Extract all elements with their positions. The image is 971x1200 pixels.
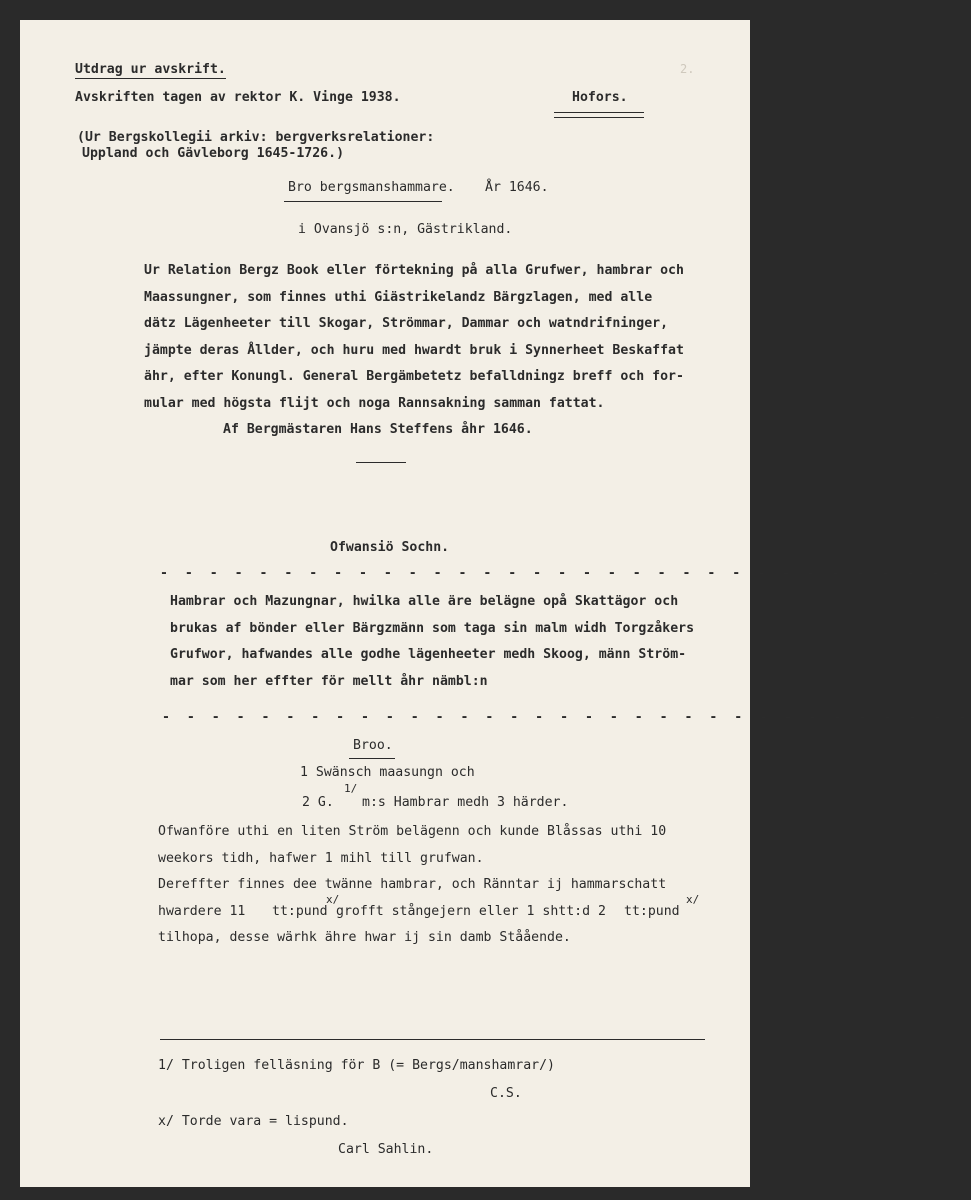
broo-unit-2: tt:pund <box>624 904 680 919</box>
location-label: Hofors. <box>572 90 628 105</box>
relation-signature-line: Af Bergmästaren Hans Steffens åhr 1646. <box>223 422 533 437</box>
parish-line: i Ovansjö s:n, Gästrikland. <box>298 222 513 237</box>
dash-line-1: - - - - - - - - - - - - - - - - - - - - - - - - - - - - - - - - <box>160 566 944 581</box>
parish-heading: Ofwansiö Sochn. <box>330 540 450 555</box>
footnote-marker-x1: x/ <box>326 893 340 906</box>
broo-paragraph <box>158 819 666 899</box>
excerpt-title: Utdrag ur avskrift. <box>75 62 226 77</box>
relation-paragraph <box>144 258 684 444</box>
source-line-1: (Ur Bergskollegii arkiv: bergverksrelationer: <box>77 130 435 145</box>
broo-item-1: 1 Swänsch maasungn och <box>300 765 475 780</box>
dash-line-2: - - - - - - - - - - - - - - - - - - - - - - - - - - - - - - - - - <box>162 710 971 725</box>
page-number: 2. <box>680 62 695 76</box>
footnote-2: x/ Torde vara = lispund. <box>158 1114 349 1129</box>
hammer-title: Bro bergsmanshammare. <box>288 180 455 195</box>
broo-heading: Broo. <box>353 738 393 753</box>
title-underline <box>284 201 442 202</box>
footnote-initials: C.S. <box>490 1086 522 1101</box>
relation-line: Ur Relation Bergz Book eller förtekning på alla Grufwer, hambrar och <box>144 263 684 278</box>
hammer-year: År 1646. <box>485 180 549 195</box>
signature: Carl Sahlin. <box>338 1142 434 1157</box>
broo-line-4c: grofft stångejern eller 1 shtt:d 2 <box>336 904 606 919</box>
location-underline-2 <box>554 117 644 118</box>
relation-line: ähr, efter Konungl. General Bergämbetetz befalldningz breff och for- <box>144 369 684 384</box>
parish-line: mar som her effter för mellt åhr nämbl:n <box>170 673 488 689</box>
broo-line-5: tilhopa, desse wärhk ähre hwar ij sin damb Ståående. <box>158 930 571 945</box>
broo-underline <box>349 758 395 759</box>
parish-paragraph <box>170 589 694 695</box>
source-line-2: Uppland och Gävleborg 1645-1726.) <box>82 146 345 161</box>
copy-note: Avskriften tagen av rektor K. Vinge 1938. <box>75 90 401 105</box>
broo-line: Ofwanföre uthi en liten Ström belägenn och kunde Blåssas uthi 10 <box>158 824 667 839</box>
parish-line: Hambrar och Mazungnar, hwilka alle äre belägne opå Skattägor och <box>170 594 679 609</box>
broo-line: Dereffter finnes dee twänne hambrar, och Ränntar ij hammarschatt <box>158 877 667 892</box>
relation-line: Maassungner, som finnes uthi Giästrikelandz Bärgzlagen, med alle <box>144 289 653 305</box>
broo-item-2-rest: m:s Hambrar medh 3 härder. <box>362 795 569 810</box>
footnote-1: 1/ Troligen felläsning för B (= Bergs/manshamrar/) <box>158 1058 555 1073</box>
broo-line-4a: hwardere 11 <box>158 904 246 919</box>
relation-line: dätz Lägenheeter till Skogar, Strömmar, Dammar och watndrifninger, <box>144 316 669 331</box>
footnote-marker-1: 1/ <box>344 782 358 795</box>
broo-unit-1: tt:pund <box>272 904 328 919</box>
relation-line: jämpte deras Ållder, och huru med hwardt bruk i Synnerheet Beskaffat <box>144 342 684 358</box>
relation-line: mular med högsta flijt och noga Rannsakning samman fattat. <box>144 395 605 411</box>
broo-line: weekors tidh, hafwer 1 mihl till grufwan. <box>158 850 484 866</box>
footnote-rule <box>160 1039 705 1040</box>
parish-line: Grufwor, hafwandes alle godhe lägenheeter medh Skoog, männ Ström- <box>170 647 687 662</box>
section-divider <box>356 462 406 463</box>
parish-line: brukas af bönder eller Bärgzmänn som taga sin malm widh Torgzåkers <box>170 620 695 636</box>
location-underline-1 <box>554 112 644 113</box>
document-page <box>20 20 971 1187</box>
broo-item-2-prefix: 2 G. <box>302 795 334 810</box>
footnote-marker-x2: x/ <box>686 893 700 906</box>
